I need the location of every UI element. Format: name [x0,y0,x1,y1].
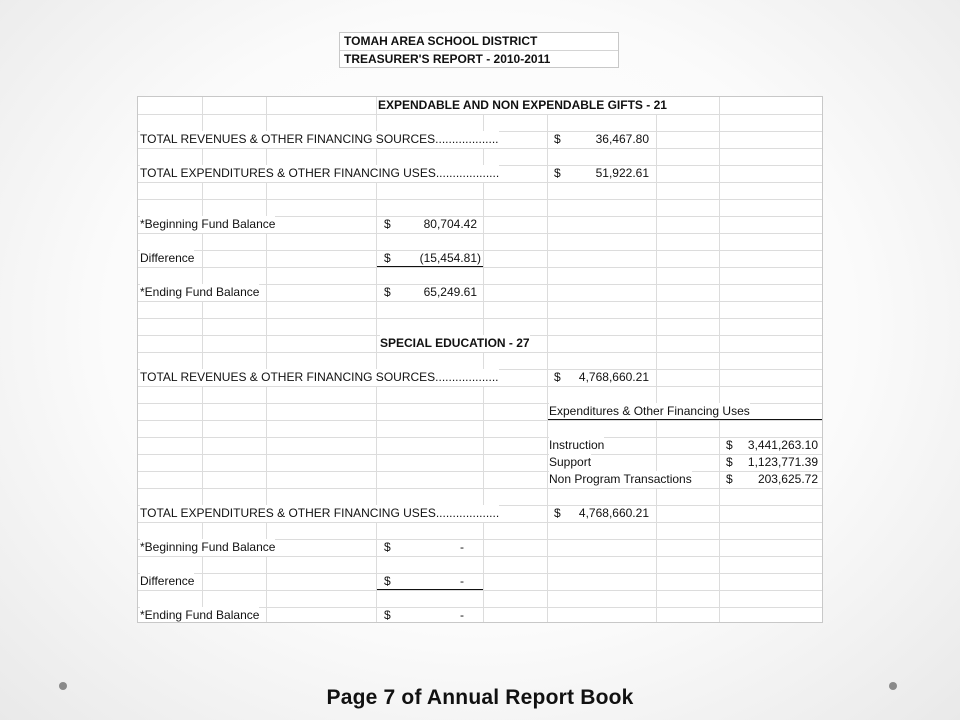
gifts-ending-value: 65,249.61 [423,285,477,299]
gifts-difference-label: Difference [140,251,195,265]
gifts-revenues-label: TOTAL REVENUES & OTHER FINANCING SOURCES................... [140,132,499,146]
breakdown-title: Expenditures & Other Financing Uses [549,404,750,418]
page-footer: Page 7 of Annual Report Book [326,686,634,709]
special-ed-difference-label: Difference [140,574,195,588]
gifts-difference-value: (15,454.81) [419,251,481,265]
special-ed-expenditures-value: 4,768,660.21 [578,506,649,520]
gifts-ending-label: *Ending Fund Balance [140,285,260,299]
currency-sign: $ [384,251,391,265]
gifts-expenditures-label: TOTAL EXPENDITURES & OTHER FINANCING USES................... [140,166,500,180]
special-ed-beginning-label: *Beginning Fund Balance [140,540,276,554]
special-ed-revenues-value: 4,768,660.21 [578,370,649,384]
breakdown-item-value: 203,625.72 [757,472,818,486]
report-name: TREASURER'S REPORT - 2010-2011 [340,50,618,67]
gifts-expenditures-value: 51,922.61 [595,166,649,180]
gifts-revenues-value: 36,467.80 [595,132,649,146]
currency-sign: $ [554,166,561,180]
district-name: TOMAH AREA SCHOOL DISTRICT [344,34,538,48]
currency-sign: $ [554,506,561,520]
currency-sign: $ [554,132,561,146]
currency-sign: $ [726,438,733,452]
special-ed-revenues-label: TOTAL REVENUES & OTHER FINANCING SOURCES................... [140,370,499,384]
special-ed-beginning-value: - [460,540,464,554]
breakdown-item-label: Support [549,455,592,469]
special-ed-section-title: SPECIAL EDUCATION - 27 [380,336,530,350]
special-ed-expenditures-label: TOTAL EXPENDITURES & OTHER FINANCING USES................... [140,506,500,520]
currency-sign: $ [384,608,391,622]
currency-sign: $ [726,455,733,469]
gifts-beginning-label: *Beginning Fund Balance [140,217,276,231]
breakdown-item-value: 1,123,771.39 [747,455,818,469]
currency-sign: $ [384,540,391,554]
special-ed-ending-label: *Ending Fund Balance [140,608,260,622]
breakdown-underline [548,419,823,420]
gifts-beginning-value: 80,704.42 [423,217,477,231]
currency-sign: $ [384,217,391,231]
difference-underline [377,266,483,267]
currency-sign: $ [554,370,561,384]
difference-underline [377,589,483,590]
currency-sign: $ [384,285,391,299]
currency-sign: $ [384,574,391,588]
special-ed-ending-value: - [460,608,464,622]
spreadsheet [137,96,823,623]
report-title-box [339,32,619,68]
gifts-section-title: EXPENDABLE AND NON EXPENDABLE GIFTS - 21 [378,98,667,112]
breakdown-item-label: Non Program Transactions [549,472,692,486]
breakdown-item-label: Instruction [549,438,605,452]
currency-sign: $ [726,472,733,486]
breakdown-item-value: 3,441,263.10 [747,438,818,452]
special-ed-difference-value: - [460,574,464,588]
